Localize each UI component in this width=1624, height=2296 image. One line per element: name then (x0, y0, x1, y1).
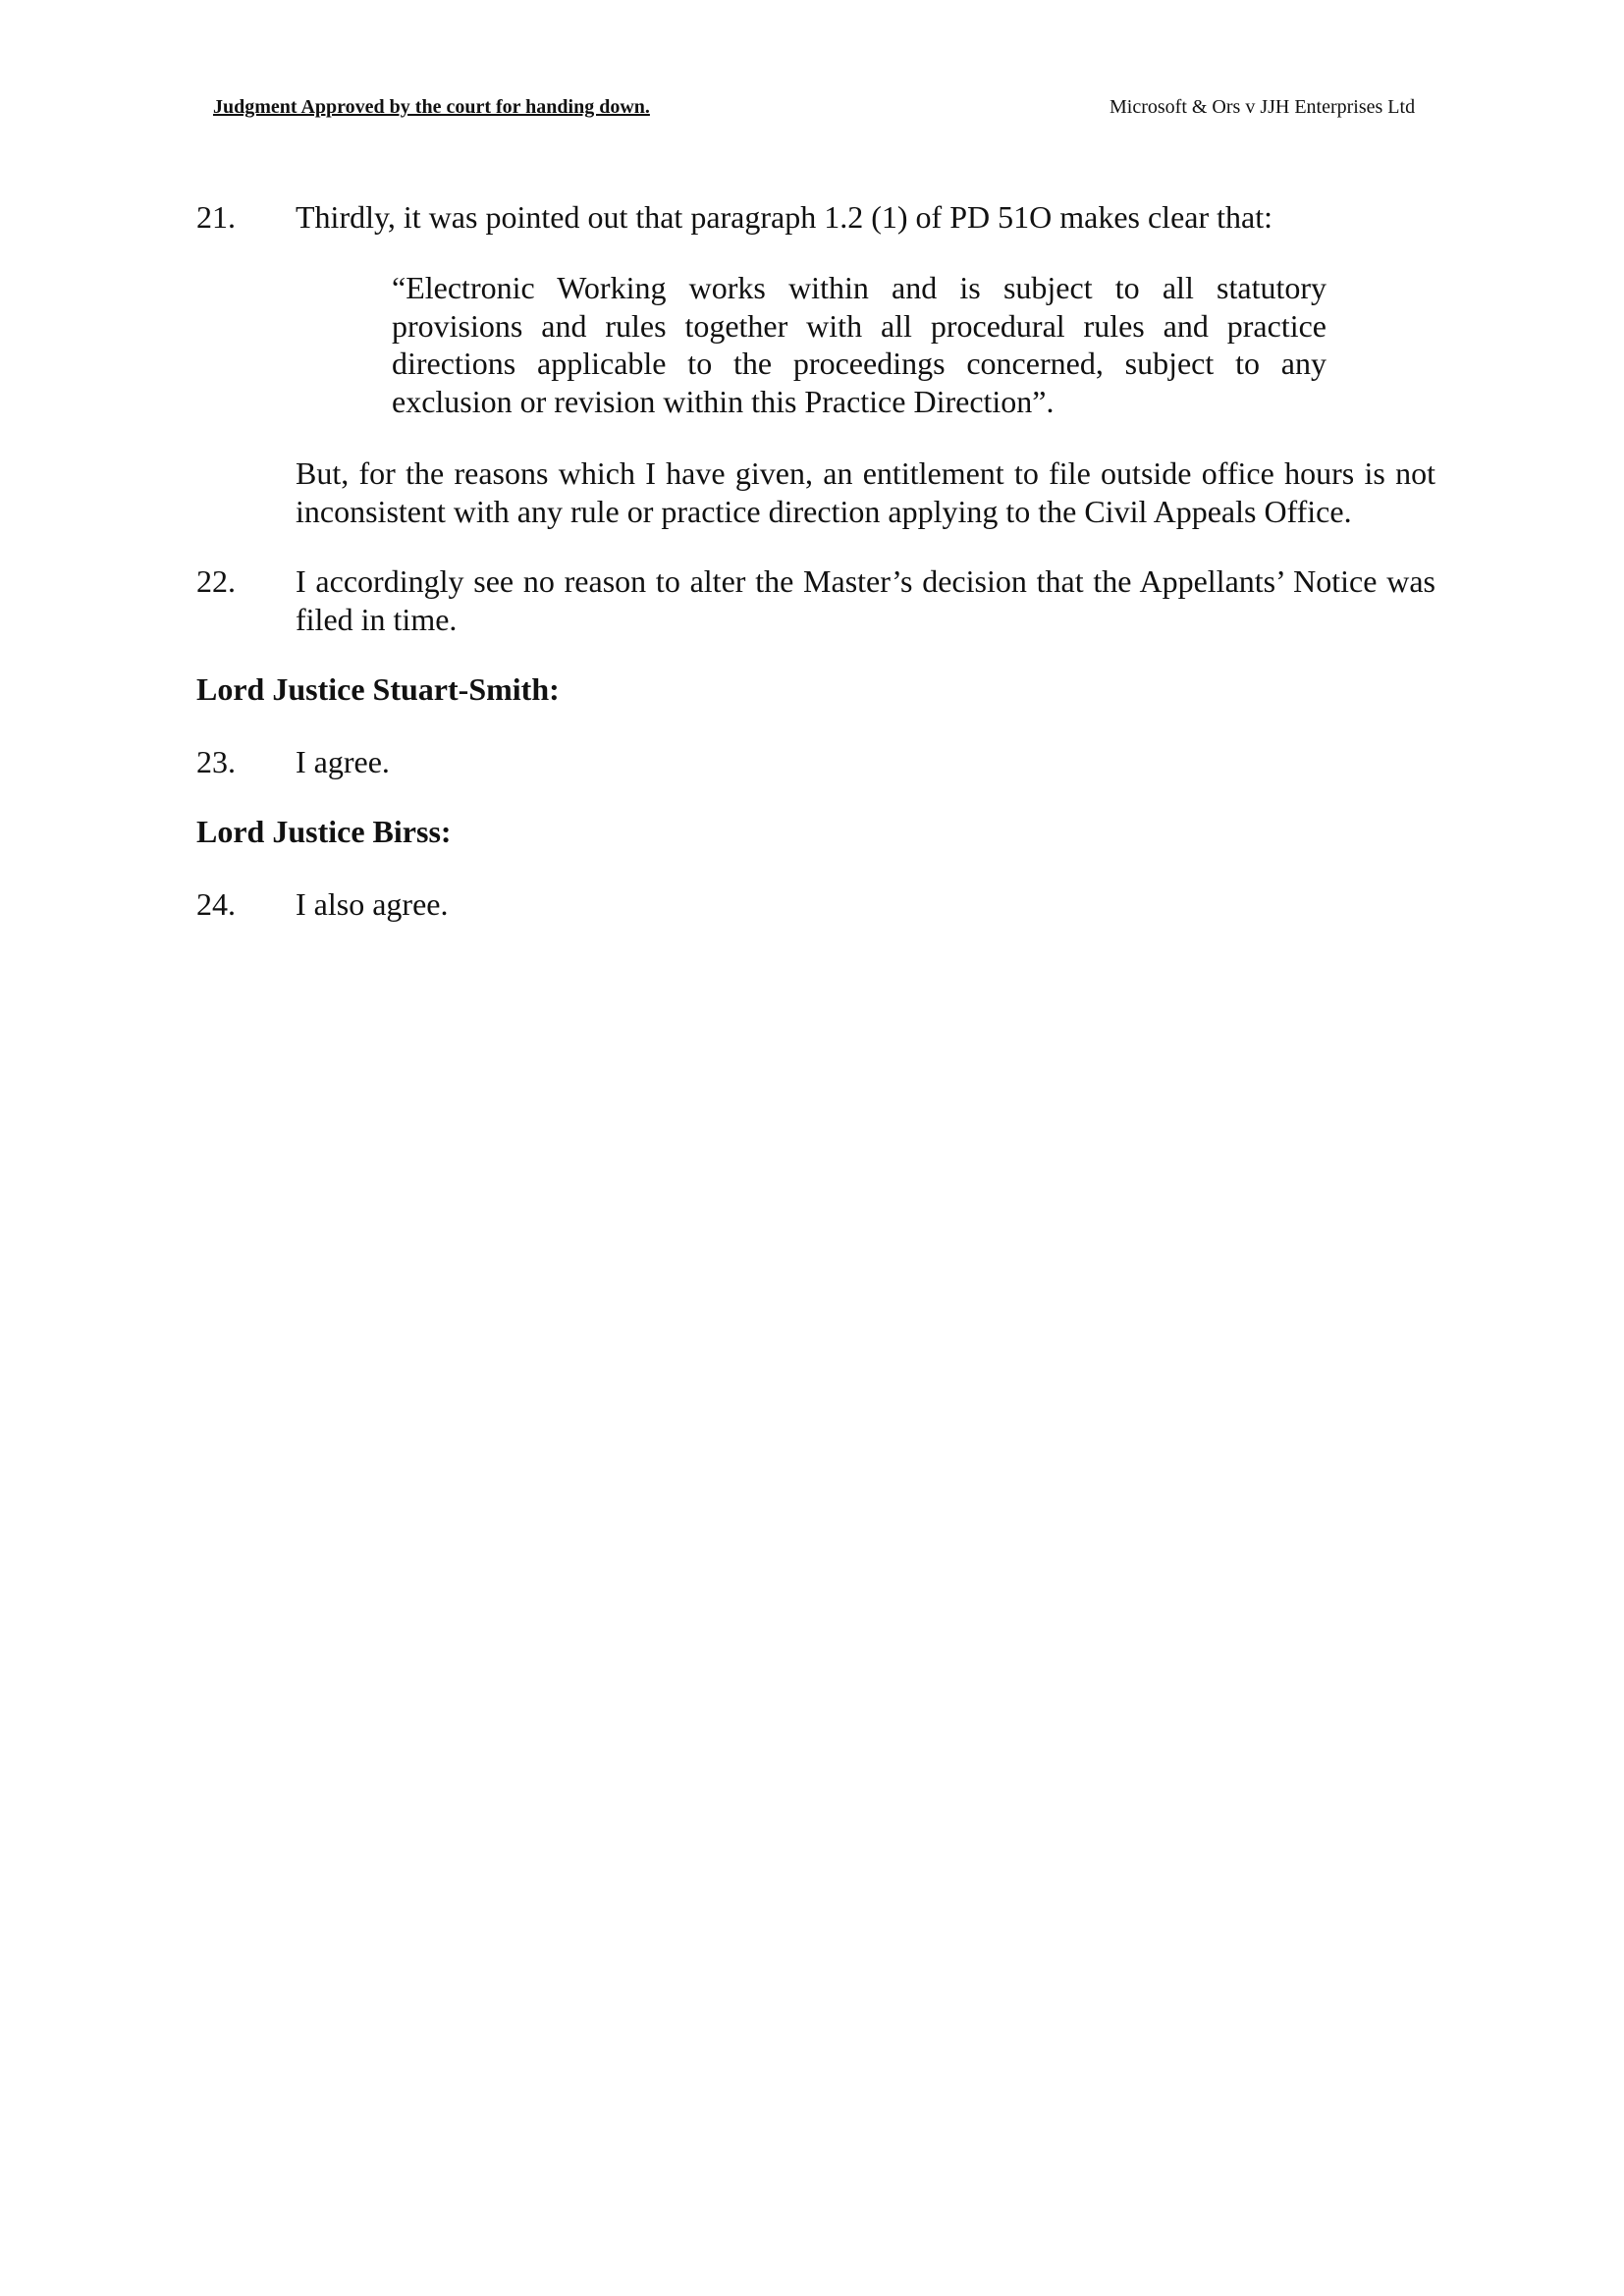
speaker-heading-birss: Lord Justice Birss: (196, 814, 452, 849)
paragraph-number: 22. (196, 563, 236, 599)
paragraph-text: I accordingly see no reason to alter the Master’s decision that the Appellants’ Notice was filed in time. (296, 563, 1435, 637)
paragraph-text: Thirdly, it was pointed out that paragraph 1.2 (1) of PD 51O makes clear that: (296, 199, 1272, 235)
paragraph-24 (196, 885, 1435, 924)
paragraph-number: 21. (196, 199, 236, 235)
speaker-heading-stuart-smith: Lord Justice Stuart-Smith: (196, 671, 560, 707)
paragraph-21 (196, 198, 1435, 237)
paragraph-23 (196, 743, 1435, 781)
header-judgment-approved: Judgment Approved by the court for handing down. (213, 96, 650, 118)
paragraph-number: 23. (196, 744, 236, 779)
paragraph-21-continuation: But, for the reasons which I have given, an entitlement to file outside office hours is not inconsistent with any rule or practice direction applying to the Civil Appeals Office. (296, 455, 1435, 529)
header-case-title: Microsoft & Ors v JJH Enterprises Ltd (1110, 96, 1416, 118)
block-quote: “Electronic Working works within and is subject to all statutory provisions and rules together with all procedural rules and practice directions applicable to the proceedings concerned, subject to any exclusion or revision within this Practice Direction”. (392, 270, 1326, 419)
paragraph-text: I agree. (296, 744, 390, 779)
paragraph-text: I also agree. (296, 886, 449, 922)
paragraph-22 (196, 562, 1435, 638)
paragraph-number: 24. (196, 886, 236, 922)
